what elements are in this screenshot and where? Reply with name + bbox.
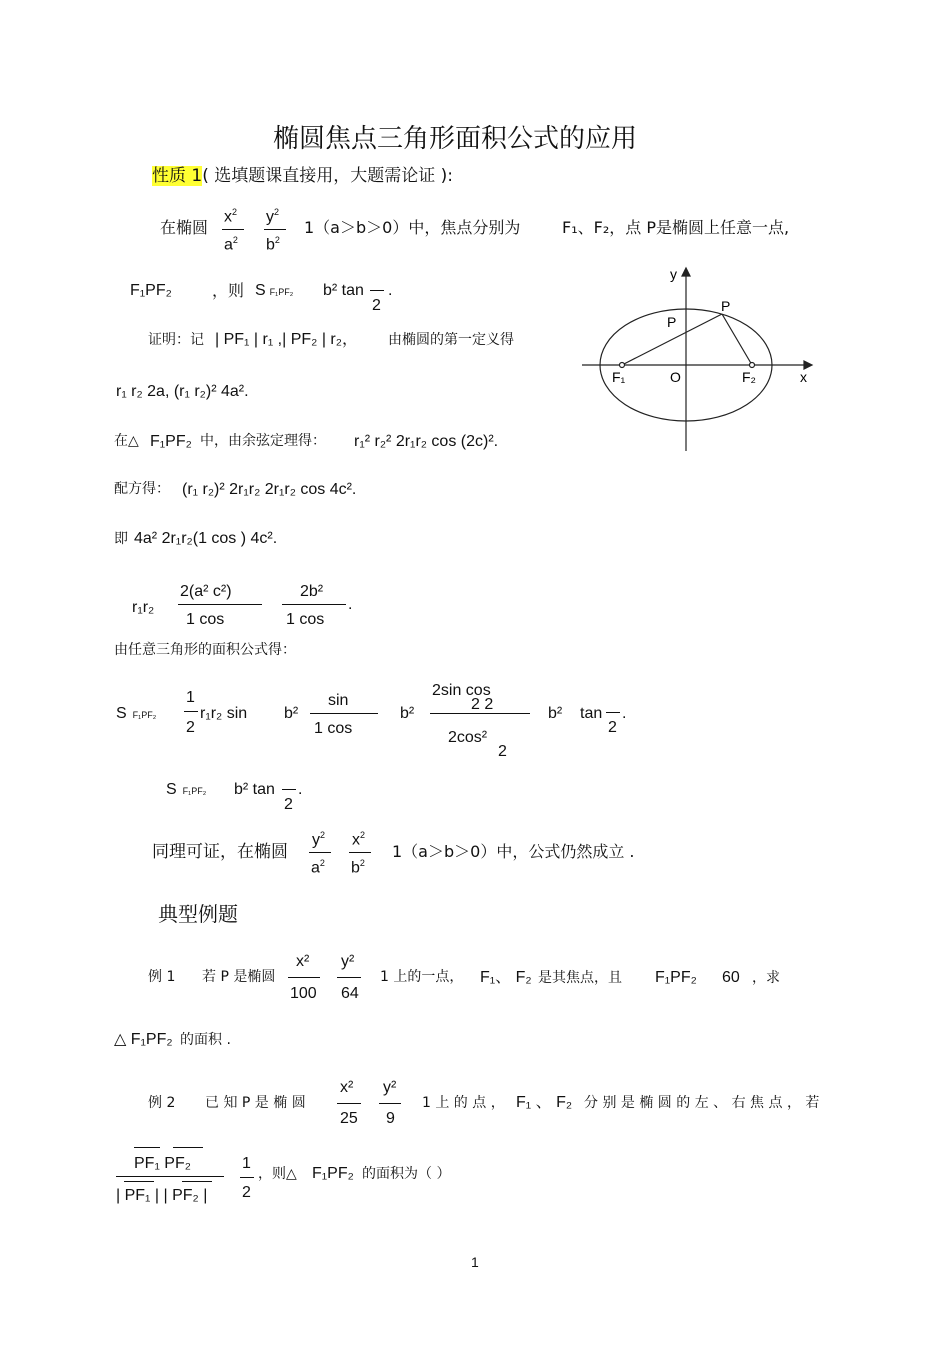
proof-line5-lhs: r₁r₂ [132, 599, 155, 616]
area-num3: 2sin cos [432, 682, 491, 699]
fig-y-label: y [670, 266, 677, 282]
ex2-x-num: x² [340, 1079, 354, 1096]
proof-line5-num2: 2b² [300, 583, 324, 600]
ex2-y-num: y² [383, 1079, 397, 1096]
statement-angle: F₁PF₂ [130, 282, 172, 299]
fig-origin-label: O [670, 369, 681, 385]
ex1-y-den: 64 [341, 985, 359, 1002]
fig-f2-label: F₂ [742, 369, 756, 385]
statement-den: 2 [372, 297, 381, 314]
ex2-y-den: 9 [386, 1110, 395, 1127]
proof-line5-num1: 2(a² c²) [180, 583, 232, 600]
statement-formula: b² tan [323, 282, 364, 299]
proof-line2-tri: F₁PF₂ [150, 433, 192, 450]
frac-bar [222, 229, 244, 230]
ex2-half-num: 1 [242, 1155, 251, 1172]
ex1-line2-tri: △ F₁PF₂ [114, 1031, 173, 1048]
frac-bar [337, 1103, 361, 1104]
proof-line3-eq: (r₁ r₂)² 2r₁r₂ 2r₁r₂ cos 4c². [182, 481, 357, 498]
frac-x2-num: $x^2$ [224, 207, 238, 226]
proof-line2-prefix: 在△ [114, 433, 139, 449]
frac-bar [370, 290, 384, 291]
frac-a2-den: $a^2$ [224, 235, 238, 254]
ellipse-figure [578, 262, 818, 457]
area-num3-den: 2 2 [471, 696, 494, 713]
ex2-foci: F₁ 、 F₂ [516, 1094, 573, 1111]
dot: . [622, 705, 627, 722]
frac-bar [288, 977, 320, 978]
statement-dot: . [388, 282, 393, 299]
proof-line6: 由任意三角形的面积公式得： [114, 642, 296, 658]
vector-arrow [173, 1147, 203, 1148]
frac-y2-num: $y^2$ [266, 207, 280, 226]
ex2-vec-den: | PF₁ | | PF₂ | [116, 1187, 208, 1204]
ex2-text3: 分 别 是 椭 圆 的 左 、 右 焦 点 ， 若 [584, 1095, 820, 1111]
focus-f2-point [750, 363, 755, 368]
proof-line1: r₁ r₂ 2a, (r₁ r₂)² 4a². [116, 383, 249, 400]
frac-bar [309, 852, 331, 853]
fig-p-inner-label: P [667, 314, 677, 330]
final-S: S F₁PF₂ [166, 781, 207, 798]
ex1-label: 例 1 [148, 969, 176, 985]
final-S-sub: F₁PF₂ [182, 786, 207, 796]
frac-bar [282, 789, 296, 790]
area-b2c: b² [548, 705, 563, 722]
statement-S-sub: F₁PF₂ [269, 287, 294, 297]
area-half-num: 1 [186, 689, 195, 706]
statement-S: S F₁PF₂ [255, 282, 294, 299]
vector-arrow [134, 1147, 160, 1148]
frac-bar [184, 711, 198, 712]
focus-f1-point [620, 363, 625, 368]
ex1-x-den: 100 [290, 985, 317, 1002]
ex2-vec-num: PF₁ PF₂ [134, 1155, 191, 1172]
frac-bar [430, 713, 530, 714]
final-formula: b² tan [234, 781, 275, 798]
ex1-text1: 若 P 是椭圆 [202, 969, 276, 985]
area-S: S F₁PF₂ [116, 705, 157, 722]
area-b2b: b² [400, 705, 415, 722]
proof-line4-prefix: 即 [114, 531, 128, 547]
dot: . [298, 781, 303, 798]
fig-p-upper-label: P [721, 298, 731, 314]
proof-def: | PF₁ | r₁ ,| PF₂ | r₂， [215, 331, 358, 348]
frac-bar [310, 713, 378, 714]
frac-b2-den: $b^2$ [266, 235, 280, 254]
frac-y2-num: $y^2$ [312, 830, 326, 849]
ex2-half-den: 2 [242, 1184, 251, 1201]
ex1-angle-val: 60 [722, 969, 740, 986]
proof-line4-eq: 4a² 2r₁r₂(1 cos ) 4c². [134, 530, 278, 547]
statement-eq-rest: 1（a＞b＞0）中，焦点分别为 [304, 218, 521, 237]
section-heading: 典型例题 [158, 902, 238, 926]
ex1-text2: 1 上的一点， [380, 969, 464, 985]
frac-bar [282, 604, 346, 605]
area-tan: tan [580, 705, 603, 722]
vector-arrow [124, 1181, 154, 1182]
frac-bar [337, 977, 361, 978]
y-axis-arrow [682, 268, 690, 276]
final-den: 2 [284, 796, 293, 813]
property-line [152, 168, 453, 185]
frac-a2-den: $a^2$ [311, 858, 325, 877]
ex2-tail1: ，则△ [258, 1166, 297, 1182]
statement-then: ，则 [212, 281, 245, 300]
similar-prefix: 同理可证，在椭圆 [152, 842, 288, 862]
proof-line3-prefix: 配方得： [114, 481, 170, 497]
area-t1: r₁r₂ sin [200, 705, 248, 722]
statement-foci: F₁、F₂，点 P是椭圆上任意一点, [562, 218, 790, 237]
property-label: 性质 1 [152, 166, 203, 186]
area-S-sub: F₁PF₂ [132, 710, 157, 720]
area-b2: b² [284, 705, 299, 722]
area-half-den: 2 [186, 719, 195, 736]
ex2-text2: 1 上 的 点 ， [422, 1095, 505, 1111]
frac-bar [349, 852, 371, 853]
area-den3: 2cos² [448, 729, 488, 746]
frac-bar [264, 229, 286, 230]
frac-bar [240, 1177, 254, 1178]
ex2-label: 例 2 [148, 1095, 176, 1111]
ex1-foci: F₁、 F₂ [480, 969, 532, 986]
frac-bar [116, 1176, 224, 1177]
fig-f1-label: F₁ [612, 369, 626, 385]
area-sin: sin [328, 692, 349, 709]
ex2-x-den: 25 [340, 1110, 358, 1127]
frac-bar [606, 712, 620, 713]
page-number: 1 [471, 1254, 479, 1270]
x-axis-arrow [804, 361, 812, 369]
proof-intro: 证明：记 [148, 332, 204, 348]
property-desc: ( 选填题课直接用，大题需论证 ): [202, 166, 454, 186]
ex1-y-num: y² [341, 953, 355, 970]
proof-line5-den2: 1 cos [286, 611, 325, 628]
ex1-text4: ，求 [752, 970, 780, 986]
ex1-line2-tail: 的面积 . [180, 1032, 231, 1048]
segment-pf2 [722, 314, 752, 365]
area-1cos: 1 cos [314, 720, 353, 737]
ex2-tri: F₁PF₂ [312, 1165, 354, 1182]
area-tan-den: 2 [608, 719, 617, 736]
frac-bar [178, 604, 262, 605]
proof-def-tail: 由椭圆的第一定义得 [388, 332, 514, 348]
proof-line2-mid: 中，由余弦定理得： [200, 433, 326, 449]
proof-line5-den1: 1 cos [186, 611, 225, 628]
vector-arrow [182, 1181, 212, 1182]
ex2-tail2: 的面积为（ ） [362, 1166, 451, 1182]
page-title: 椭圆焦点三角形面积公式的应用 [273, 124, 638, 154]
ex2-text1: 已 知 P 是 椭 圆 [205, 1095, 306, 1111]
frac-bar [379, 1103, 401, 1104]
fig-x-label: x [800, 369, 807, 385]
ex1-angle: F₁PF₂ [655, 969, 697, 986]
similar-rest: 1（a＞b＞0）中，公式仍然成立 . [392, 842, 635, 861]
proof-line2-eq: r₁² r₂² 2r₁r₂ cos (2c)². [354, 433, 499, 450]
statement-prefix: 在椭圆 [160, 218, 209, 237]
frac-b2-den: $b^2$ [351, 858, 365, 877]
area-den3-den: 2 [498, 743, 507, 760]
ex1-text3: 是其焦点，且 [538, 970, 622, 986]
dot: . [348, 596, 353, 613]
frac-x2-num: $x^2$ [352, 830, 366, 849]
ex1-x-num: x² [296, 953, 310, 970]
